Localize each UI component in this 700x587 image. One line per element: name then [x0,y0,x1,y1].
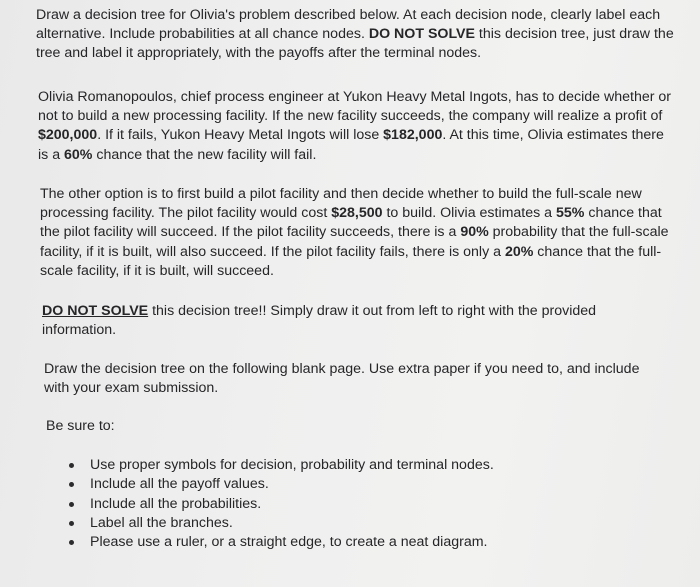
submission-text: Draw the decision tree on the following blank page. Use extra paper if you need to, and include with your exam submission. [44,361,640,397]
bullet-icon [69,482,74,487]
scenario-text: chance that the new facility will fail. [92,146,317,163]
list-item [60,514,494,533]
checklist-heading-text: Be sure to: [46,418,115,434]
full-scale-success-after-pilot-success: 90% [460,224,489,241]
scenario-text: Olivia Romanopoulos, chief process engineer at Yukon Heavy Metal Ingots, has to decide whether or not to build a new processing facility. If the new facility succeeds, the company will realize a profit of [38,89,672,125]
pilot-option-paragraph [40,185,680,281]
instructions-paragraph [36,6,686,64]
list-item-text: Label all the branches. [90,514,233,531]
list-item-text: Include all the payoff values. [90,476,269,493]
full-scale-success-after-pilot-failure: 20% [504,243,534,260]
list-item [60,456,494,475]
do-not-solve-underlined: DO NOT SOLVE [42,303,149,319]
checklist-heading [46,417,346,436]
scenario-text: . If it fails, Yukon Heavy Metal Ingots will lose [97,127,384,144]
list-item-text: Please use a ruler, or a straight edge, to create a neat diagram. [90,534,488,551]
checklist [60,456,494,552]
pilot-text: The other option is to first build a pilot facility and then decide whether to build the full-scale new processing facility. The pilot facility would cost [40,186,642,222]
pilot-text: chance that the pilot facility will succeed. If the pilot facility succeeds, there is a [40,205,662,241]
bullet-icon [69,521,74,526]
list-item-text: Include all the probabilities. [90,495,262,512]
instructions-text-continued: this decision tree, just draw the tree and label it appropriately, with the payoffs after the terminal nodes. [36,26,674,62]
submission-paragraph [44,360,664,398]
list-item-text: Use proper symbols for decision, probability and terminal nodes. [90,457,494,473]
do-not-solve-emphasis: DO NOT SOLVE [368,26,475,43]
bullet-icon [69,540,74,545]
pilot-text: to build. Olivia estimates a [382,205,557,222]
list-item [60,495,494,514]
pilot-success-probability: 55% [556,205,585,222]
profit-value: $200,000 [38,127,98,144]
instructions-text: Draw a decision tree for Olivia's problem described below. At each decision node, clearly label each alternative. Include probabilities at all chance nodes. [36,7,661,43]
scenario-text: . At this time, Olivia estimates there is a [38,127,664,163]
pilot-text: probability that the full-scale facility, if it is built, will also succeed. If the pilot facility fails, there is only a [40,224,669,260]
loss-value: $182,000 [383,127,443,144]
failure-probability: 60% [64,146,93,163]
pilot-text: chance that the full-scale facility, if it is built, will succeed. [40,243,662,279]
reminder-paragraph [42,302,662,340]
list-item [60,533,494,552]
list-item [60,475,494,494]
reminder-text: this decision tree!! Simply draw it out from left to right with the provided information. [42,303,597,339]
bullet-icon [69,502,74,507]
scenario-paragraph [38,88,678,165]
pilot-cost: $28,500 [331,205,383,222]
bullet-icon [69,463,74,468]
